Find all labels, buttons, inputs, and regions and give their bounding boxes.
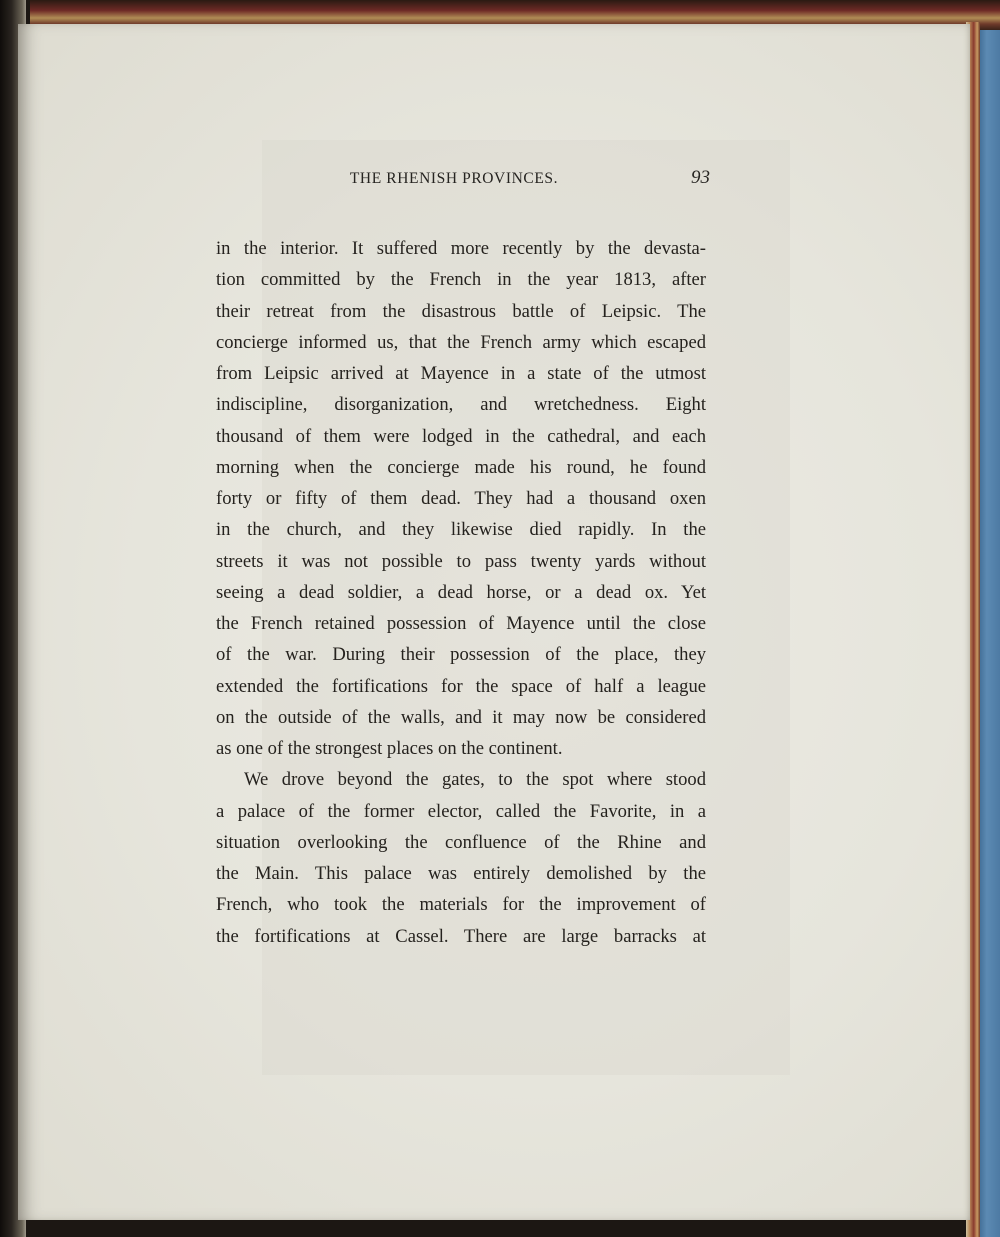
text-line: situation overlooking the confluence of the Rhine and — [216, 831, 706, 853]
text-line: extended the fortifications for the space of half a league — [216, 675, 706, 697]
text-line: in the interior. It suffered more recently by the devasta- — [216, 238, 706, 259]
text-line: seeing a dead soldier, a dead horse, or a dead ox. Yet — [216, 581, 706, 603]
text-line: their retreat from the disastrous battle of Leipsic. The — [216, 300, 706, 322]
text-line: French, who took the materials for the improvement of — [216, 894, 706, 916]
text-line: thousand of them were lodged in the cathedral, and each — [216, 425, 706, 447]
paragraph-end-line: as one of the strongest places on the continent. — [216, 738, 563, 759]
text-line: of the war. During their possession of the place, they — [216, 644, 706, 666]
book-cover — [978, 30, 1000, 1237]
text-line: streets it was not possible to pass twenty yards without — [216, 550, 706, 572]
text-line: from Leipsic arrived at Mayence in a state of the utmost — [216, 363, 706, 384]
text-line: morning when the concierge made his round, he found — [216, 456, 706, 478]
page-number: 93 — [691, 167, 710, 188]
text-line: concierge informed us, that the French army which escaped — [216, 331, 706, 353]
body-text — [216, 233, 706, 952]
text-line: a palace of the former elector, called the Favorite, in a — [216, 800, 706, 822]
text-line: in the church, and they likewise died rapidly. In the — [216, 519, 706, 541]
text-line: indiscipline, disorganization, and wretchedness. Eight — [216, 394, 706, 416]
running-head — [198, 168, 710, 198]
text-line: the fortifications at Cassel. There are large barracks at — [216, 925, 706, 947]
text-line: tion committed by the French in the year 1813, after — [216, 269, 706, 291]
paragraph-start-line: We drove beyond the gates, to the spot where stood — [244, 769, 706, 791]
running-title: THE RHENISH PROVINCES. — [349, 170, 559, 187]
text-line: forty or fifty of them dead. They had a thousand oxen — [216, 488, 706, 509]
text-line: the Main. This palace was entirely demolished by the — [216, 863, 706, 884]
text-line: the French retained possession of Mayence until the close — [216, 613, 706, 634]
text-line: on the outside of the walls, and it may now be considered — [216, 706, 706, 728]
